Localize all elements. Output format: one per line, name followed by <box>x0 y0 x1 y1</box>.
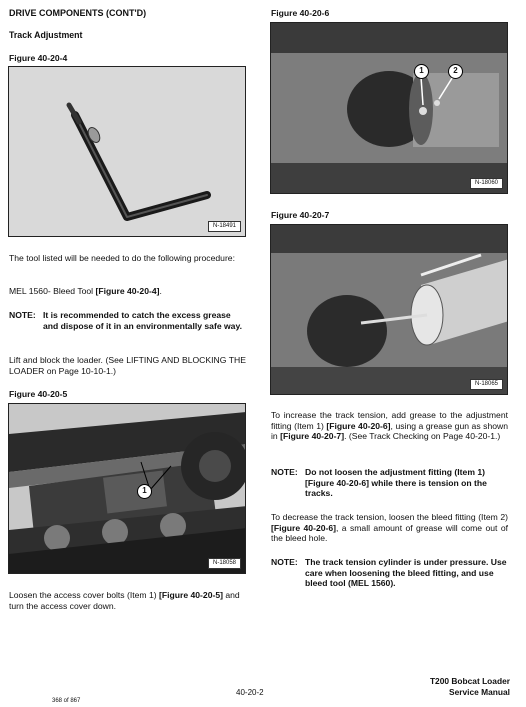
page-number: 40-20-2 <box>236 688 264 697</box>
manual-title: T200 Bobcat Loader Service Manual <box>429 676 510 697</box>
figure-caption: Figure 40-20-6 <box>271 8 330 18</box>
page-count: 368 of 867 <box>52 698 81 704</box>
callout-item-1: 1 <box>414 64 429 79</box>
figure-caption: Figure 40-20-4 <box>9 53 68 63</box>
callout-item-1: 1 <box>137 484 152 499</box>
figure-tag: N-18491 <box>208 221 241 232</box>
callout-item-2: 2 <box>448 64 463 79</box>
figure-caption: Figure 40-20-5 <box>9 389 68 399</box>
figure-40-20-4-photo <box>8 66 246 237</box>
figure-tag: N-18065 <box>470 379 503 390</box>
grease-gun-illustration <box>271 225 508 395</box>
figure-tag: N-18060 <box>470 178 503 189</box>
track-access-cover-illustration <box>9 404 246 574</box>
tool-line: MEL 1560- Bleed Tool [Figure 40-20-4]. <box>9 286 162 296</box>
intro-paragraph: The tool listed will be needed to do the following procedure: <box>9 253 235 263</box>
note-excess-grease: NOTE: It is recommended to catch the excess grease and dispose of it in an environmentally safe way. <box>9 310 242 331</box>
lift-paragraph: Lift and block the loader. (See LIFTING AND BLOCKING THE LOADER on Page 10-10-1.) <box>9 355 246 376</box>
figure-40-20-7-photo <box>270 224 508 395</box>
section-title: DRIVE COMPONENTS (CONT'D) <box>9 8 147 18</box>
note-cylinder-pressure: NOTE: The track tension cylinder is under pressure. Use care when loosening the bleed fitting, and use bleed tool (MEL 1560). <box>271 557 507 589</box>
bleed-tool-illustration <box>9 67 246 237</box>
figure-tag: N-18058 <box>208 558 241 569</box>
figure-40-20-5-photo <box>8 403 246 574</box>
figure-caption: Figure 40-20-7 <box>271 210 330 220</box>
access-cover-paragraph: Loosen the access cover bolts (Item 1) [Figure 40-20-5] and turn the access cover down. <box>9 590 240 611</box>
note-do-not-loosen: NOTE: Do not loosen the adjustment fitting (Item 1) [Figure 40-20-6] while there is tension on the tracks. <box>271 467 487 499</box>
increase-tension-paragraph: To increase the track tension, add grease to the adjustment fitting (Item 1) [Figure 40-20-6], using a grease gun as shown in [Figure 40-20-7]. (See Track Checking on Page 40-20-1.) <box>271 410 509 442</box>
decrease-tension-paragraph: To decrease the track tension, loosen the bleed fitting (Item 2) [Figure 40-20-6], a small amount of grease will come out of the bleed hole. <box>271 512 508 544</box>
track-tension-fittings-illustration <box>271 23 508 194</box>
figure-40-20-6-photo <box>270 22 508 194</box>
subsection-title: Track Adjustment <box>9 30 83 40</box>
